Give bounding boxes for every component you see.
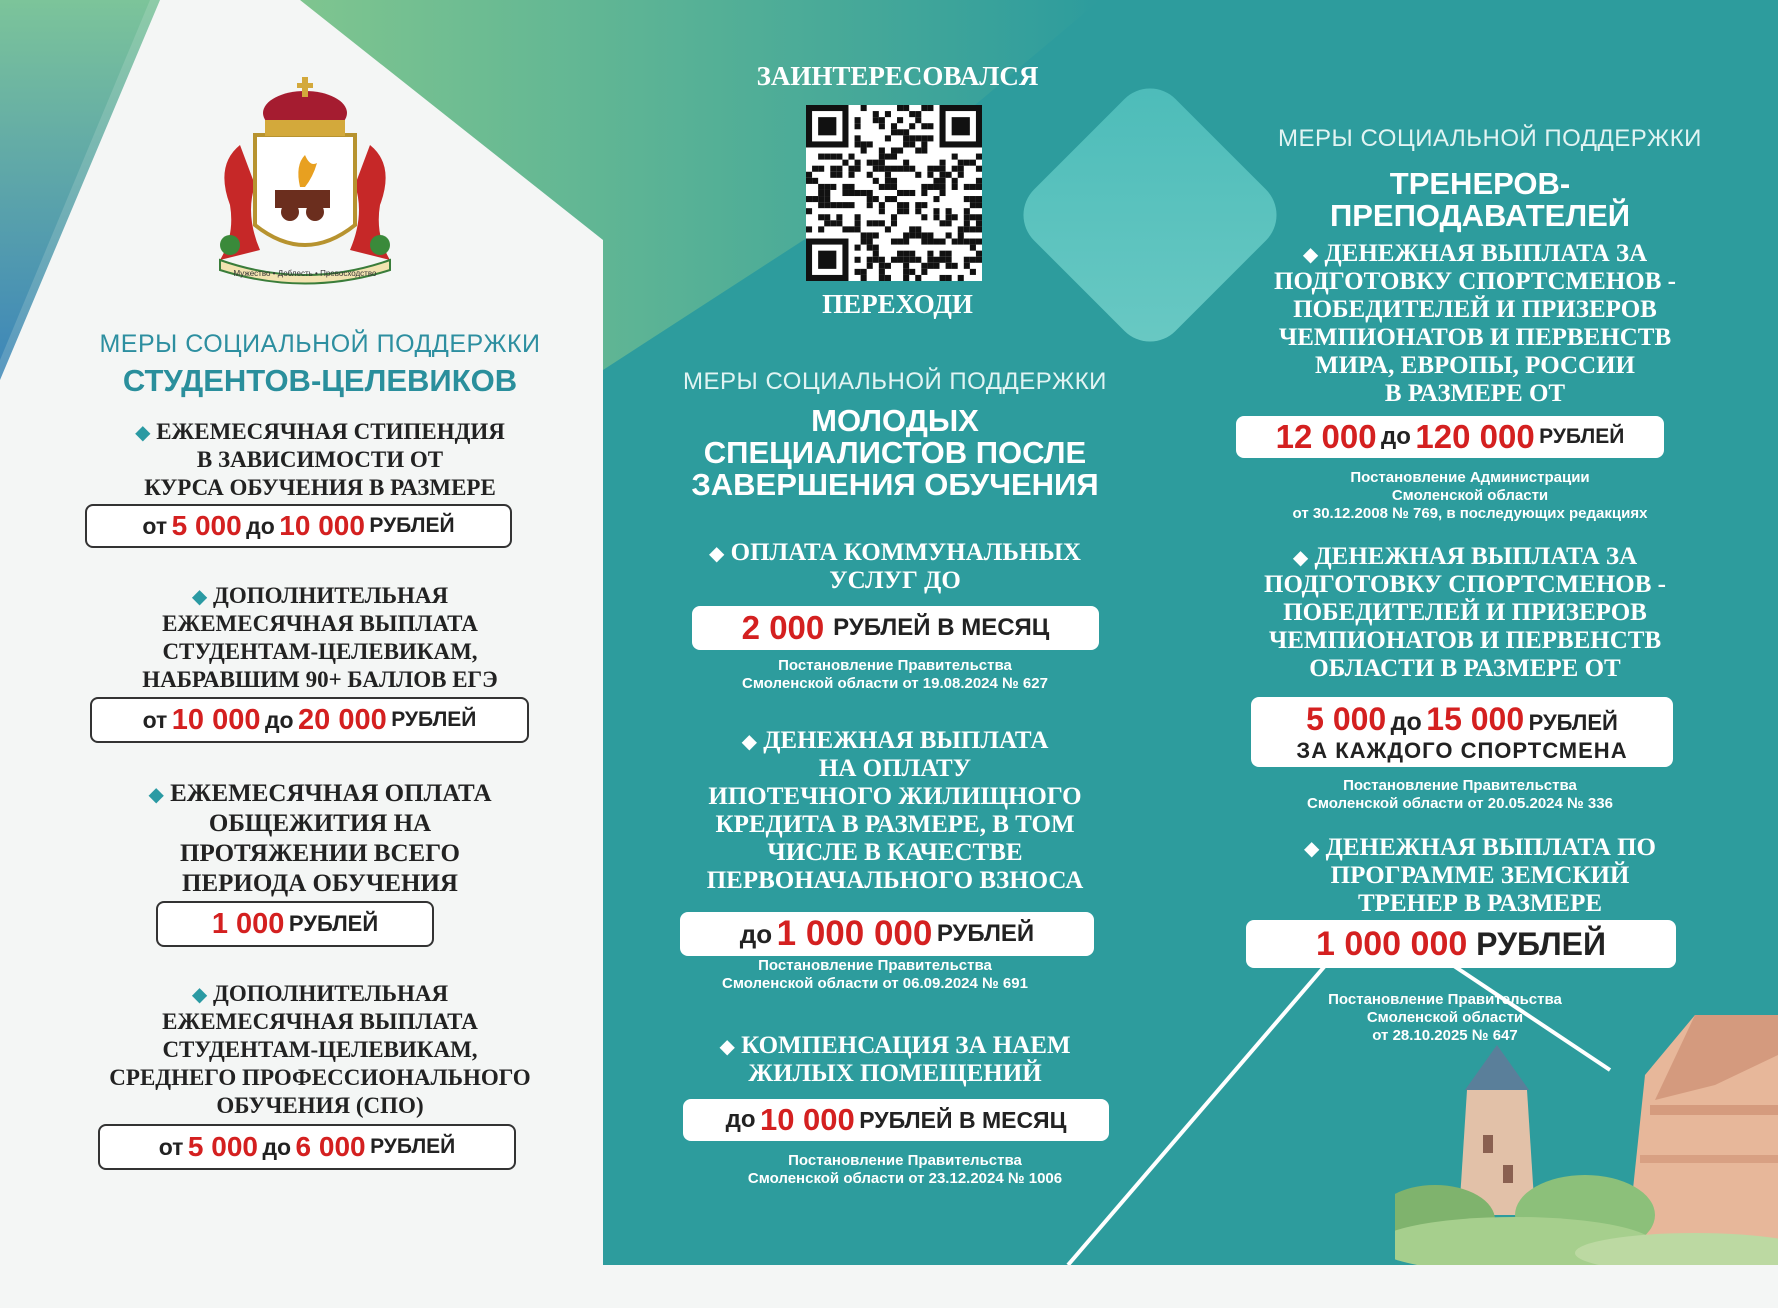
left-item-4-text: ◆ ДОПОЛНИТЕЛЬНАЯ ЕЖЕМЕСЯЧНАЯ ВЫПЛАТА СТУДЕНТАМ-ЦЕЛЕВИКАМ, СРЕДНЕГО ПРОФЕССИОНАЛЬНОГО ОБУЧЕНИЯ (СПО) [109, 981, 531, 1118]
right-item-1-text: ◆ ДЕНЕЖНАЯ ВЫПЛАТА ЗА ПОДГОТОВКУ СПОРТСМЕНОВ - ПОБЕДИТЕЛЕЙ И ПРИЗЕРОВ ЧЕМПИОНАТОВ И ПЕРВЕНСТВ МИРА, ЕВРОПЫ, РОССИИ В РАЗМЕРЕ ОТ [1274, 240, 1676, 407]
diamond-bullet-icon: ◆ [1304, 836, 1320, 860]
left-item-3-amount: 1 000 РУБЛЕЙ [156, 901, 434, 947]
diamond-bullet-icon: ◆ [1302, 242, 1319, 266]
right-caption: МЕРЫ СОЦИАЛЬНОЙ ПОДДЕРЖКИ [1278, 125, 1702, 152]
right-item-1-amount: 12 000 до 120 000 РУБЛЕЙ [1236, 416, 1664, 458]
middle-item-1-note: Постановление Правительства Смоленской области от 19.08.2024 № 627 [742, 657, 1048, 692]
smolensk-crest-icon [205, 75, 405, 285]
qr-subtitle: ПЕРЕХОДИ [822, 289, 973, 319]
diamond-bullet-icon: ◆ [741, 729, 757, 753]
qr-code[interactable] [806, 105, 982, 281]
left-caption: МЕРЫ СОЦИАЛЬНОЙ ПОДДЕРЖКИ [99, 330, 541, 358]
diamond-bullet-icon: ◆ [709, 541, 725, 565]
middle-caption: МЕРЫ СОЦИАЛЬНОЙ ПОДДЕРЖКИ [683, 368, 1107, 395]
middle-heading: МОЛОДЫХ СПЕЦИАЛИСТОВ ПОСЛЕ ЗАВЕРШЕНИЯ ОБУЧЕНИЯ [691, 403, 1099, 502]
diamond-bullet-icon: ◆ [135, 420, 151, 444]
diamond-bullet-icon: ◆ [719, 1034, 735, 1058]
diamond-bullet-icon: ◆ [148, 782, 164, 806]
fortress-illustration-icon [1395, 1015, 1778, 1265]
left-item-4-amount: от 5 000 до 6 000 РУБЛЕЙ [98, 1124, 516, 1170]
qr-title: ЗАИНТЕРЕСОВАЛСЯ [756, 61, 1039, 91]
right-item-3-note: Постановление Правительства Смоленской области от 28.10.2025 № 647 [1328, 991, 1562, 1044]
diamond-bullet-icon: ◆ [1292, 545, 1309, 569]
right-item-3-text: ◆ ДЕНЕЖНАЯ ВЫПЛАТА ПО ПРОГРАММЕ ЗЕМСКИЙ ТРЕНЕР В РАЗМЕРЕ [1304, 834, 1656, 917]
middle-item-3-note: Постановление Правительства Смоленской области от 23.12.2024 № 1006 [747, 1152, 1063, 1187]
middle-item-2-note: Постановление Правительства Смоленской области от 06.09.2024 № 691 [722, 957, 1028, 992]
left-item-3-text: ◆ ЕЖЕМЕСЯЧНАЯ ОПЛАТА ОБЩЕЖИТИЯ НА ПРОТЯЖЕНИИ ВСЕГО ПЕРИОДА ОБУЧЕНИЯ [148, 780, 492, 897]
diamond-bullet-icon: ◆ [191, 584, 208, 608]
middle-item-3-text: ◆ КОМПЕНСАЦИЯ ЗА НАЕМ ЖИЛЫХ ПОМЕЩЕНИЙ [719, 1032, 1071, 1087]
left-heading: СТУДЕНТОВ-ЦЕЛЕВИКОВ [122, 363, 518, 398]
middle-item-1-text: ◆ ОПЛАТА КОММУНАЛЬНЫХ УСЛУГ ДО [709, 539, 1081, 594]
middle-item-2-text: ◆ ДЕНЕЖНАЯ ВЫПЛАТА НА ОПЛАТУ ИПОТЕЧНОГО ЖИЛИЩНОГО КРЕДИТА В РАЗМЕРЕ, В ТОМ ЧИСЛЕ В КАЧЕСТВЕ ПЕРВОНАЧАЛЬНОГО ВЗНОСА [706, 727, 1084, 894]
middle-item-1-amount: 2 000 РУБЛЕЙ В МЕСЯЦ [692, 606, 1099, 650]
left-item-1-text: ◆ ЕЖЕМЕСЯЧНАЯ СТИПЕНДИЯ В ЗАВИСИМОСТИ ОТ КУРСА ОБУЧЕНИЯ В РАЗМЕРЕ [135, 419, 505, 500]
left-item-1-amount: от 5 000 до 10 000 РУБЛЕЙ [85, 504, 512, 548]
right-item-2-note: Постановление Правительства Смоленской области от 20.05.2024 № 336 [1307, 777, 1613, 812]
qr-code-icon [806, 105, 982, 281]
right-item-3-amount: 1 000 000 РУБЛЕЙ [1246, 920, 1676, 968]
right-item-2-amount: 5 000 до 15 000 РУБЛЕЙ ЗА КАЖДОГО СПОРТСМЕНА [1251, 697, 1673, 767]
right-item-2-text: ◆ ДЕНЕЖНАЯ ВЫПЛАТА ЗА ПОДГОТОВКУ СПОРТСМЕНОВ - ПОБЕДИТЕЛЕЙ И ПРИЗЕРОВ ЧЕМПИОНАТОВ И ПЕРВЕНСТВ ОБЛАСТИ В РАЗМЕРЕ ОТ [1264, 543, 1666, 682]
right-item-1-note: Постановление Администрации Смоленской области от 30.12.2008 № 769, в последующих редакциях [1292, 469, 1648, 522]
middle-item-2-amount: до 1 000 000 РУБЛЕЙ [680, 912, 1094, 956]
left-item-2-amount: от 10 000 до 20 000 РУБЛЕЙ [90, 697, 529, 743]
middle-item-3-amount: до 10 000 РУБЛЕЙ В МЕСЯЦ [683, 1099, 1109, 1141]
svg-text:Мужество • Доблесть • Превосхо: Мужество • Доблесть • Превосходство [233, 269, 377, 278]
diamond-bullet-icon: ◆ [191, 982, 208, 1006]
left-item-2-text: ◆ ДОПОЛНИТЕЛЬНАЯ ЕЖЕМЕСЯЧНАЯ ВЫПЛАТА СТУДЕНТАМ-ЦЕЛЕВИКАМ, НАБРАВШИМ 90+ БАЛЛОВ ЕГЭ [142, 583, 498, 692]
right-heading: ТРЕНЕРОВ- ПРЕПОДАВАТЕЛЕЙ [1329, 166, 1631, 233]
